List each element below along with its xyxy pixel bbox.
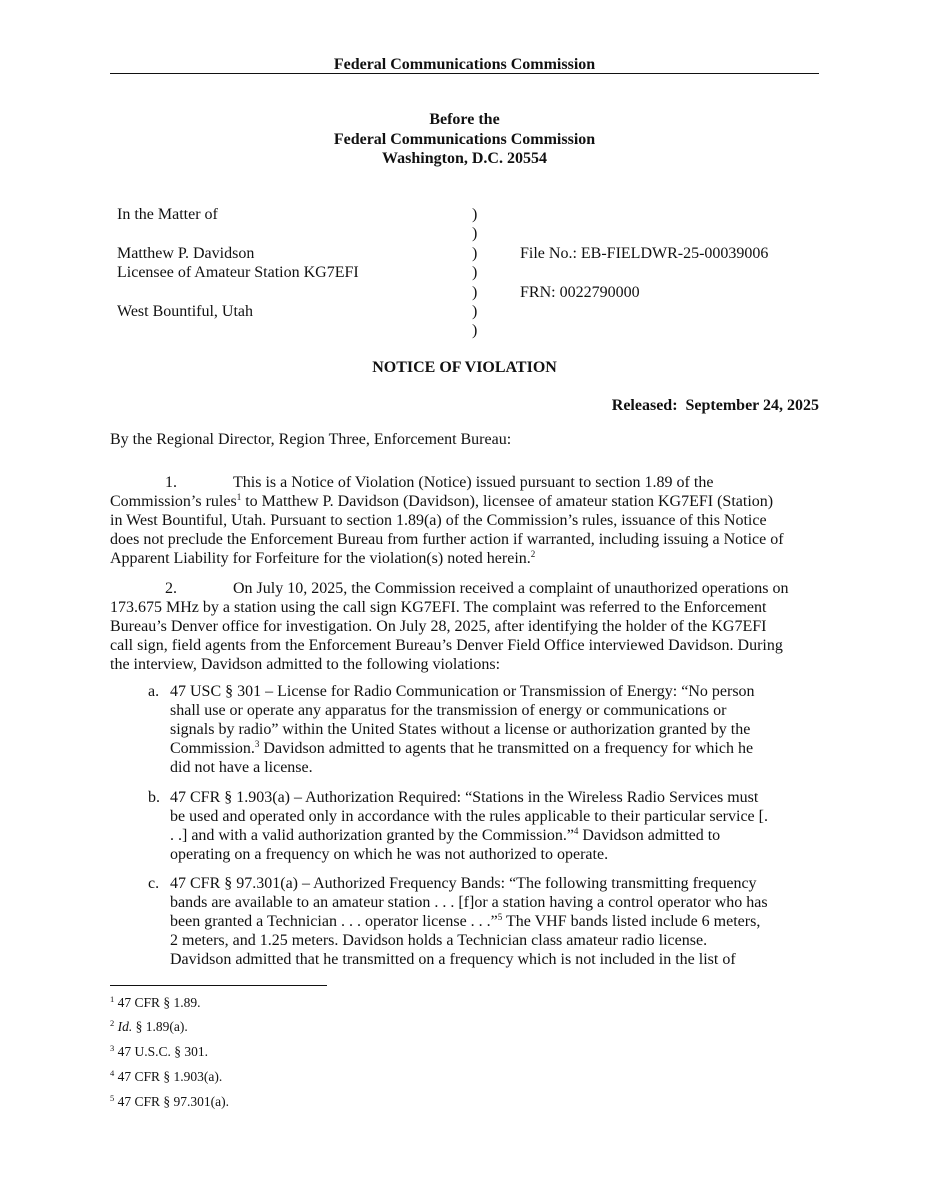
caption-paren: ) (472, 322, 478, 339)
caption-paren: ) (472, 225, 478, 242)
violation-text: Commission. (170, 740, 255, 757)
paragraph-text: the interview, Davidson admitted to the following violations: (110, 656, 501, 673)
violation-text: bands are available to an amateur station . . . [f]or a station having a control operator who has (170, 894, 768, 911)
running-header: Federal Communications Commission (333, 56, 596, 73)
paragraph-text: 173.675 MHz by a station using the call sign KG7EFI. The complaint was referred to the Enforcement (110, 599, 767, 616)
violation-a (148, 682, 820, 777)
before-line-1: Before the (429, 111, 500, 128)
list-letter: a. (148, 683, 160, 700)
paragraph-text: On July 10, 2025, the Commission received a complaint of unauthorized operations on (233, 580, 789, 597)
footnote-4 (110, 1069, 222, 1085)
violation-b (148, 788, 820, 864)
paragraph-number: 1. (165, 474, 177, 491)
violation-text: 47 CFR § 97.301(a) – Authorized Frequency Bands: “The following transmitting frequency (170, 875, 757, 892)
violation-text: be used and operated only in accordance with the rules applicable to their particular service [. (170, 808, 768, 825)
violation-c (148, 874, 820, 969)
paragraph-1 (110, 473, 822, 568)
before-line-3: Washington, D.C. 20554 (382, 150, 547, 167)
footnote-id-italic: Id. (117, 1019, 133, 1034)
violation-text: Davidson admitted to (578, 827, 721, 844)
footnote-text: 47 CFR § 97.301(a). (114, 1094, 229, 1109)
footnote-ref[interactable]: 5 (497, 912, 503, 922)
violation-text: 2 meters, and 1.25 meters. Davidson holds a Technician class amateur radio license. (170, 932, 708, 949)
header-rule (110, 73, 819, 74)
paragraph-text: This is a Notice of Violation (Notice) issued pursuant to section 1.89 of the (233, 474, 714, 491)
footnote-number: 2 (110, 1018, 115, 1028)
violation-text: Davidson admitted to agents that he transmitted on a frequency for which he (259, 740, 754, 757)
caption-paren: ) (472, 245, 478, 262)
licensee-line: Licensee of Amateur Station KG7EFI (117, 264, 359, 281)
location-line: West Bountiful, Utah (117, 303, 254, 320)
frn-number: FRN: 0022790000 (520, 284, 640, 301)
footnote-ref[interactable]: 1 (236, 492, 242, 502)
paragraph-text: does not preclude the Enforcement Bureau from further action if warranted, including issuing a Notice of (110, 531, 784, 548)
violation-text: The VHF bands listed include 6 meters, (502, 913, 761, 930)
respondent-name: Matthew P. Davidson (117, 245, 255, 262)
violation-text: Davidson admitted that he transmitted on a frequency which is not included in the list of (170, 951, 736, 968)
before-line-2: Federal Communications Commission (333, 130, 596, 148)
footnote-2 (110, 1019, 188, 1035)
violation-text: 47 CFR § 1.903(a) – Authorization Required: “Stations in the Wireless Radio Services must (170, 789, 759, 806)
paragraph-text: to Matthew P. Davidson (Davidson), licensee of amateur station KG7EFI (Station) (241, 493, 774, 510)
footnote-3 (110, 1044, 208, 1060)
document-title: NOTICE OF VIOLATION (372, 359, 557, 376)
footnote-ref[interactable]: 4 (573, 826, 579, 836)
violation-text: been granted a Technician . . . operator license . . .” (170, 913, 498, 930)
footnote-number: 5 (110, 1093, 115, 1103)
footnote-5 (110, 1094, 229, 1110)
release-date: Released: September 24, 2025 (611, 397, 819, 414)
footnote-number: 1 (110, 994, 115, 1004)
violation-text: 47 USC § 301 – License for Radio Communication or Transmission of Energy: “No person (170, 683, 755, 700)
paragraph-text: Apparent Liability for Forfeiture for the violation(s) noted herein. (110, 550, 531, 567)
footnote-text: § 1.89(a). (132, 1019, 188, 1034)
violation-text: shall use or operate any apparatus for the transmission of energy or communications or (170, 702, 727, 719)
violation-text: operating on a frequency on which he was not authorized to operate. (170, 846, 609, 863)
paragraph-text: call sign, field agents from the Enforcement Bureau’s Denver Field Office interviewed Davidson. During (110, 637, 783, 654)
footnote-ref[interactable]: 3 (254, 739, 260, 749)
footnote-text: 47 U.S.C. § 301. (114, 1044, 209, 1059)
paragraph-text: Commission’s rules (110, 493, 237, 510)
violation-text: . .] and with a valid authorization granted by the Commission.” (170, 827, 574, 844)
caption-paren: ) (472, 303, 478, 320)
file-number: File No.: EB-FIELDWR-25-00039006 (520, 245, 769, 262)
list-letter: c. (148, 875, 160, 892)
footnote-rule (110, 985, 327, 986)
violation-text: did not have a license. (170, 759, 313, 776)
footnote-1 (110, 995, 201, 1011)
footnote-text: 47 CFR § 1.903(a). (114, 1069, 223, 1084)
footnote-number: 3 (110, 1043, 115, 1053)
in-the-matter-of: In the Matter of (117, 206, 218, 223)
list-letter: b. (148, 789, 160, 806)
paragraph-text: in West Bountiful, Utah. Pursuant to section 1.89(a) of the Commission’s rules, issuance of this Notice (110, 512, 767, 529)
caption-paren: ) (472, 264, 478, 281)
by-line: By the Regional Director, Region Three, Enforcement Bureau: (110, 431, 512, 448)
before-block (110, 110, 819, 169)
paragraph-2 (110, 579, 822, 674)
paragraph-number: 2. (165, 580, 177, 597)
caption-paren: ) (472, 206, 478, 223)
footnote-text: 47 CFR § 1.89. (114, 995, 201, 1010)
footnote-ref[interactable]: 2 (530, 549, 536, 559)
paragraph-text: Bureau’s Denver office for investigation. On July 28, 2025, after identifying the holder of the KG7EFI (110, 618, 767, 635)
caption-paren: ) (472, 284, 478, 301)
footnote-number: 4 (110, 1068, 115, 1078)
violation-text: signals by radio” within the United States without a license or authorization granted by the (170, 721, 751, 738)
